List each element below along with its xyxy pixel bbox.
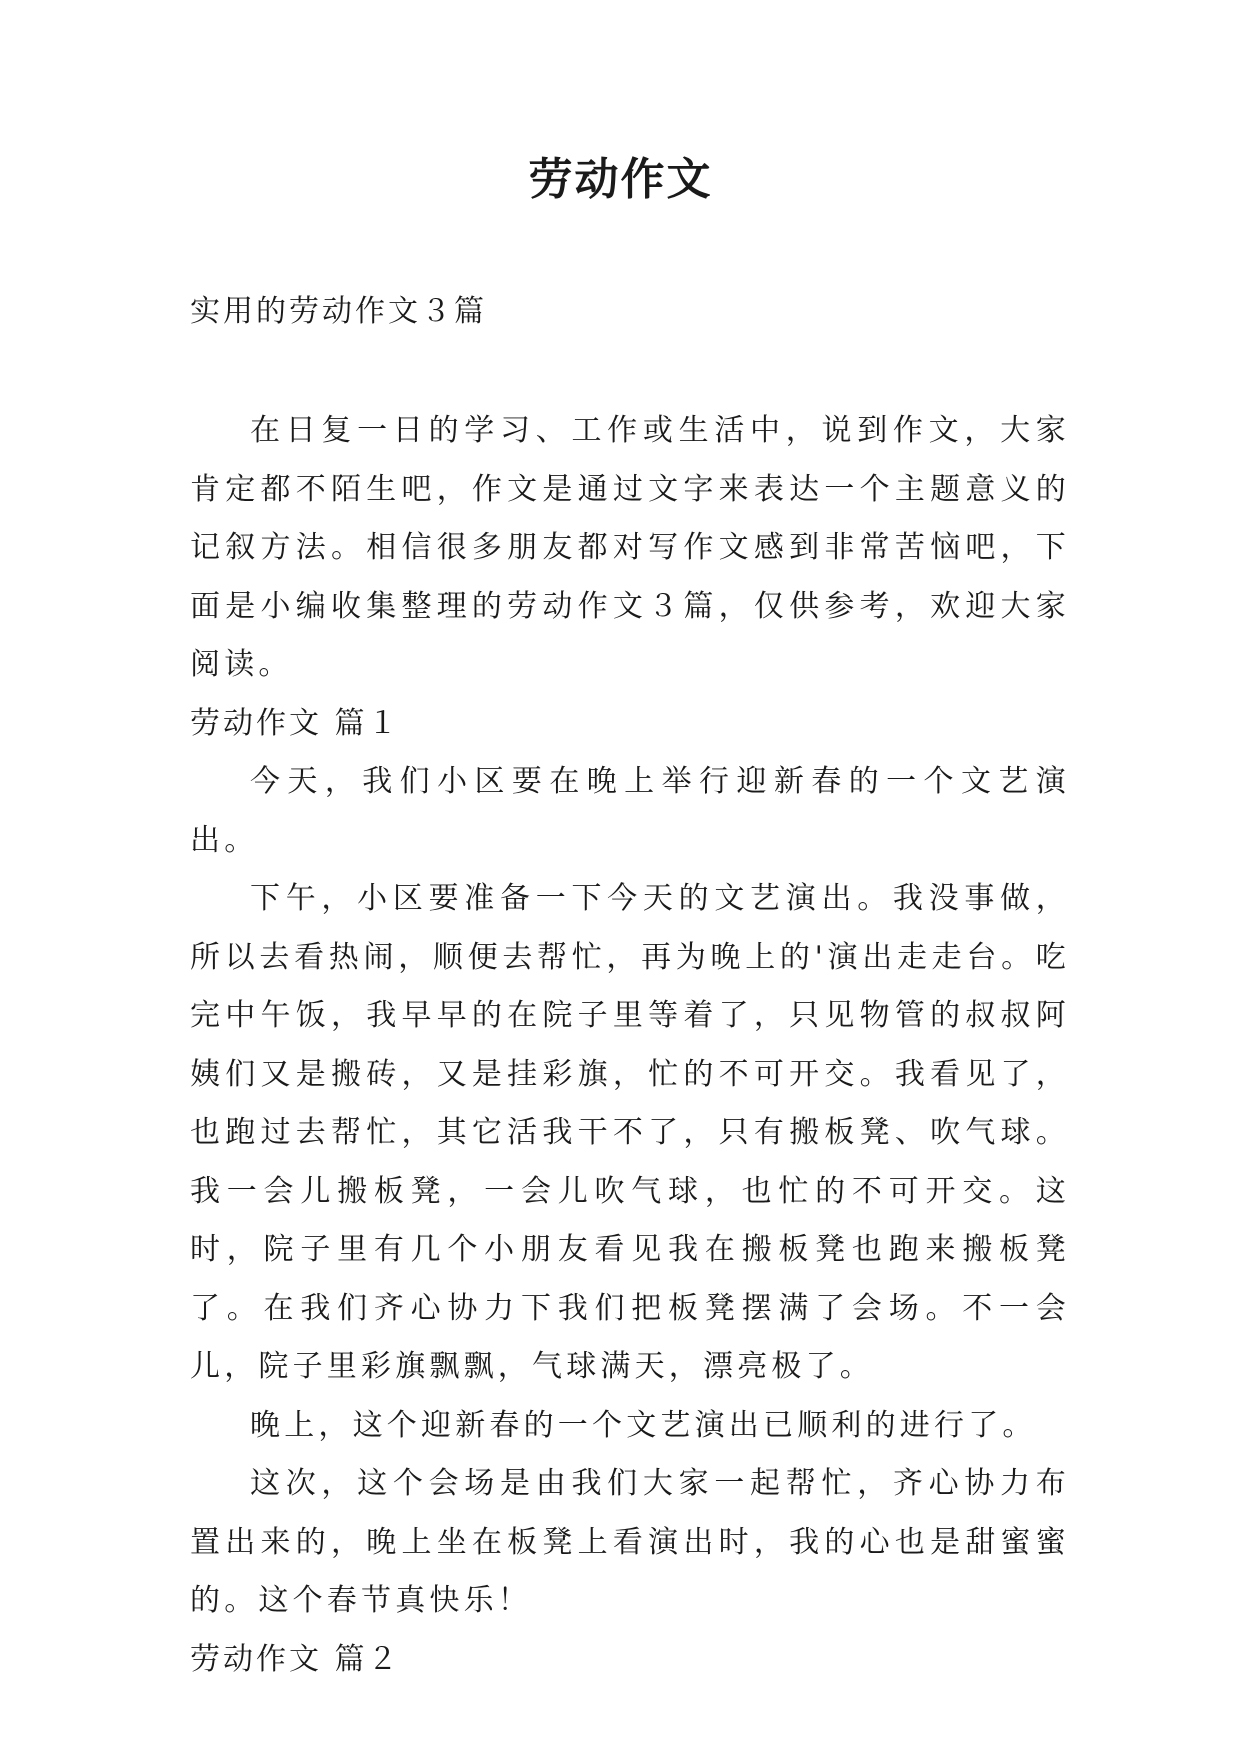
document-title: 劳动作文 — [528, 154, 713, 205]
intro-paragraph: 在日复一日的学习、工作或生活中，说到作文，大家肯定都不陌生吧，作文是通过文字来表达一个主题意义的记叙方法。相信很多朋友都对写作文感到非常苦恼吧，下面是小编收集整理的劳动作文３篇，仅供参考，欢迎大家阅读。 — [190, 413, 1070, 682]
section1-paragraph-4: 这次，这个会场是由我们大家一起帮忙，齐心协力布置出来的，晚上坐在板凳上看演出时，我的心也是甜蜜蜜的。这个春节真快乐！ — [190, 1466, 1070, 1618]
document-body — [190, 402, 1070, 1689]
section1-paragraph-1: 今天，我们小区要在晚上举行迎新春的一个文艺演出。 — [190, 764, 1070, 858]
document-subtitle: 实用的劳动作文３篇 — [190, 294, 487, 329]
section1-paragraph-2: 下午，小区要准备一下今天的文艺演出。我没事做，所以去看热闹，顺便去帮忙，再为晚上的'演出走走台。吃完中午饭，我早早的在院子里等着了，只见物管的叔叔阿姨们又是搬砖，又是挂彩旗，忙的不可开交。我看见了，也跑过去帮忙，其它活我干不了，只有搬板凳、吹气球。我一会儿搬板凳，一会儿吹气球，也忙的不可开交。这时，院子里有几个小朋友看见我在搬板凳也跑来搬板凳了。在我们齐心协力下我们把板凳摆满了会场。不一会儿，院子里彩旗飘飘，气球满天，漂亮极了。 — [190, 881, 1070, 1384]
section-heading-2: 劳动作文 篇２ — [190, 1641, 401, 1677]
section-heading-1: 劳动作文 篇１ — [190, 705, 401, 741]
section1-paragraph-3: 晚上，这个迎新春的一个文艺演出已顺利的进行了。 — [250, 1407, 1037, 1443]
